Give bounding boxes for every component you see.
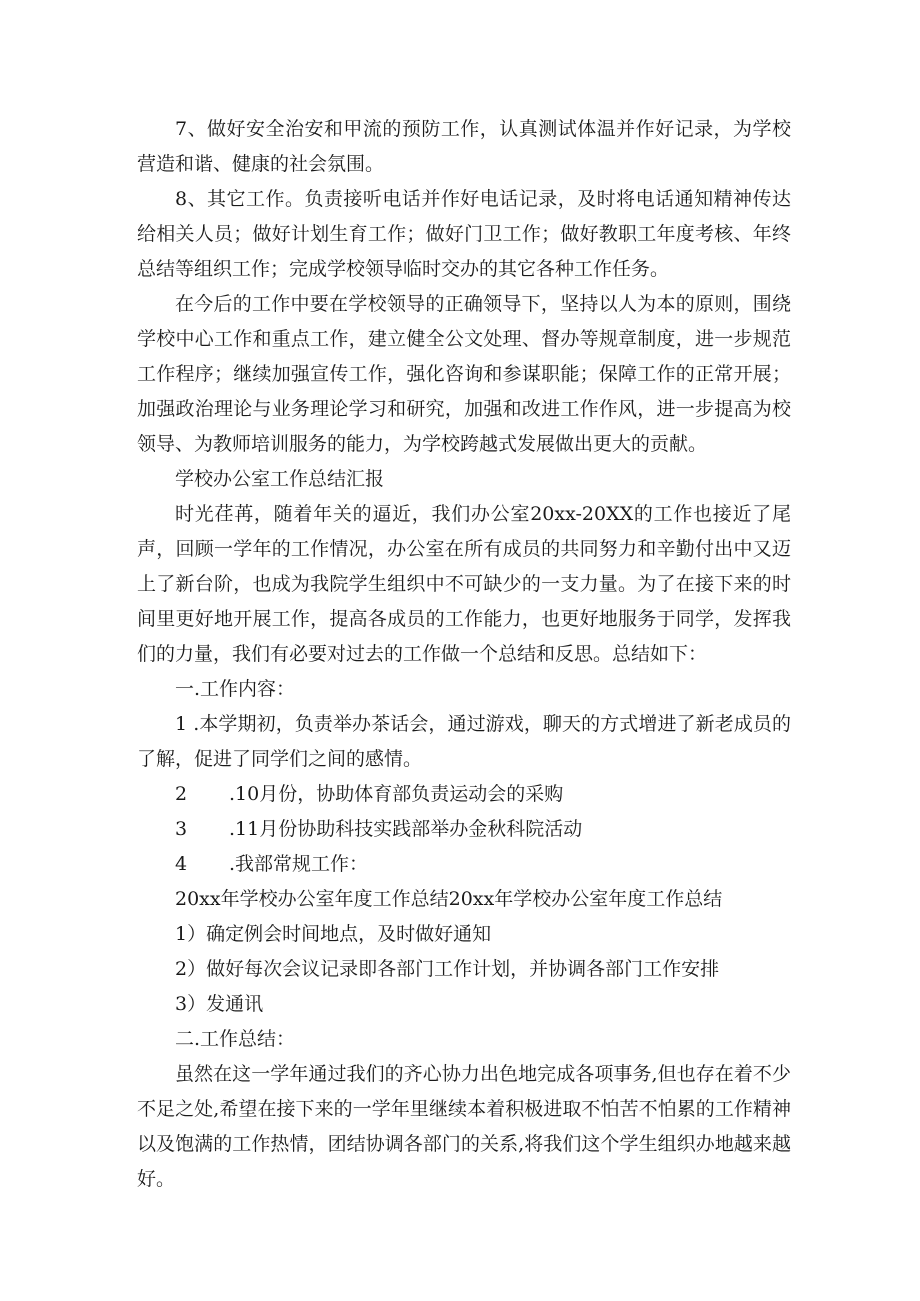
paragraph-item-7: 7、做好安全治安和甲流的预防工作，认真测试体温并作好记录，为学校营造和谐、健康的社会氛围。 bbox=[137, 118, 791, 175]
list-item-text: .10月份，协助体育部负责运动会的采购 bbox=[229, 783, 564, 805]
annual-summary-title: 20xx年学校办公室年度工作总结20xx年学校办公室年度工作总结 bbox=[175, 888, 723, 910]
paragraph-future-work: 在今后的工作中要在学校领导的正确领导下，坚持以人为本的原则，围绕学校中心工作和重点工作，建立健全公文处理、督办等规章制度，进一步规范工作程序；继续加强宣传工作，强化咨询和参谋职能；保障工作的正常开展；加强政治理论与业务理论学习和研究，加强和改进工作作风，进一步提高为校领导、为教师培训服务的能力，为学校跨越式发展做出更大的贡献。 bbox=[137, 293, 791, 455]
section-heading-work-summary: 二.工作总结： bbox=[175, 1028, 296, 1050]
paragraph-closing: 虽然在这一学年通过我们的齐心协力出色地完成各项事务,但也存在着不少不足之处,希望在接下来的一学年里继续本着积极进取不怕苦不怕累的工作精神以及饱满的工作热情，团结协调各部门的关系,将我们这个学生组织办地越来越好。 bbox=[137, 1063, 791, 1190]
sub-item-3: 3）发通讯 bbox=[175, 993, 264, 1015]
list-item-2 bbox=[137, 777, 791, 812]
list-item-3 bbox=[137, 812, 791, 847]
list-item-text: .我部常规工作： bbox=[229, 853, 369, 875]
paragraph-intro: 时光荏苒，随着年关的逼近，我们办公室20xx-20XX的工作也接近了尾声，回顾一学年的工作情况，办公室在所有成员的共同努力和辛勤付出中又迈上了新台阶，也成为我院学生组织中不可缺少的一支力量。为了在接下来的时间里更好地开展工作，提高各成员的工作能力，也更好地服务于同学，发挥我们的力量，我们有必要对过去的工作做一个总结和反思。总结如下： bbox=[137, 503, 791, 665]
section-heading-work-content: 一.工作内容： bbox=[175, 678, 296, 700]
sub-item-2: 2）做好每次会议记录即各部门工作计划，并协调各部门工作安排 bbox=[175, 958, 720, 980]
list-item-4 bbox=[137, 847, 791, 882]
list-item-number: 3 bbox=[175, 818, 188, 840]
document-body bbox=[137, 112, 791, 1197]
list-item-text: .11月份协助科技实践部举办金秋科院活动 bbox=[229, 818, 583, 840]
list-item-1: 1 .本学期初，负责举办茶话会，通过游戏，聊天的方式增进了新老成员的了解，促进了同学们之间的感情。 bbox=[137, 713, 791, 770]
report-title: 学校办公室工作总结汇报 bbox=[175, 468, 385, 490]
list-item-number: 2 bbox=[175, 783, 188, 805]
paragraph-item-8: 8、其它工作。负责接听电话并作好电话记录，及时将电话通知精神传达给相关人员；做好计划生育工作；做好门卫工作；做好教职工年度考核、年终总结等组织工作；完成学校领导临时交办的其它各种工作任务。 bbox=[137, 188, 791, 280]
sub-item-1: 1）确定例会时间地点，及时做好通知 bbox=[175, 923, 492, 945]
list-item-number: 4 bbox=[175, 853, 188, 875]
